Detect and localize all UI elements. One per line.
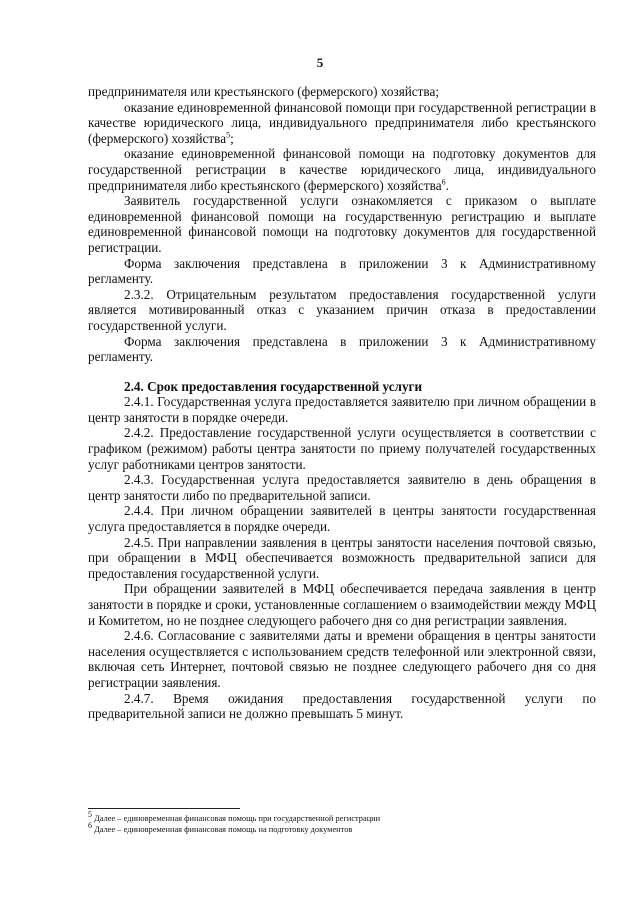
paragraph-text: оказание единовременной финансовой помощи на подготовку документов для государственной регистрации в качестве юридического лица, индивидуального предпринимателя либо крестьянского (фермерского) хозяйства (88, 146, 596, 193)
paragraph: Заявитель государственной услуги ознакомляется с приказом о выплате единовременной финансовой помощи на государственную регистрацию и выплате единовременной финансовой помощи на подготовку документов для государственной регистрации. (88, 193, 596, 255)
footnotes (88, 810, 596, 835)
document-body (88, 84, 596, 722)
footnote-divider (88, 808, 240, 809)
page-number: 5 (316, 55, 324, 70)
paragraph: При обращении заявителей в МФЦ обеспечивается передача заявления в центр занятости в порядке и сроки, установленные соглашением о взаимодействии между МФЦ и Комитетом, но не позднее следующего рабочего дня со дня регистрации заявления. (88, 581, 596, 628)
footnote-ref: 6 (441, 177, 446, 187)
paragraph: 2.4.6. Согласование с заявителями даты и времени обращения в центры занятости населения осуществляется с использованием средств телефонной или электронной связи, включая сеть Интернет, почтовой связью не позднее следующего рабочего дня со дня регистрации заявления. (88, 628, 596, 690)
footnote (88, 810, 596, 824)
footnote-mark: 5 (88, 810, 92, 820)
footnote-text: Далее – единовременная финансовая помощь на подготовку документов (92, 825, 353, 834)
paragraph: 2.4.1. Государственная услуга предоставляется заявителю при личном обращении в центр занятости в порядке очереди. (88, 394, 596, 425)
paragraph: 2.4.3. Государственная услуга предоставляется заявителю в день обращения в центр занятости либо по предварительной записи. (88, 472, 596, 503)
paragraph-text: оказание единовременной финансовой помощи при государственной регистрации в качестве юридического лица, индивидуального предпринимателя либо крестьянского (фермерского) хозяйства (88, 99, 596, 146)
paragraph: 2.3.2. Отрицательным результатом предоставления государственной услуги является мотивированный отказ с указанием причин отказа в предоставлении государственной услуги. (88, 286, 596, 333)
paragraph: предпринимателя или крестьянского (фермерского) хозяйства; (88, 84, 439, 99)
paragraph: 2.4.7. Время ожидания предоставления государственной услуги по предварительной записи не должно превышать 5 минут. (88, 690, 596, 722)
paragraph (88, 100, 596, 147)
paragraph: Форма заключения представлена в приложении 3 к Административному регламенту. (88, 333, 596, 365)
section-heading: 2.4. Срок предоставления государственной услуги (124, 378, 423, 394)
paragraph (88, 146, 596, 193)
paragraph: 2.4.2. Предоставление государственной услуги осуществляется в соответствии с графиком (режимом) работы центра занятости по приему получателей государственных услуг работниками центров занятости. (88, 425, 596, 472)
footnote-ref: 5 (226, 130, 231, 140)
footnote-mark: 6 (88, 821, 92, 831)
paragraph: Форма заключения представлена в приложении 3 к Административному регламенту. (88, 255, 596, 287)
paragraph-tail: ; (230, 130, 234, 146)
footnote-text: Далее – единовременная финансовая помощь при государственной регистрации (92, 814, 381, 823)
section-gap (88, 365, 596, 379)
paragraph: 2.4.5. При направлении заявления в центры занятости населения почтовой связью, при обращении в МФЦ обеспечивается возможность предварительной записи для предоставления государственной услуги. (88, 534, 596, 581)
footnote (88, 821, 596, 835)
paragraph: 2.4.4. При личном обращении заявителей в центры занятости государственная услуга предоставляется в порядке очереди. (88, 503, 596, 535)
paragraph-tail: . (445, 177, 449, 193)
